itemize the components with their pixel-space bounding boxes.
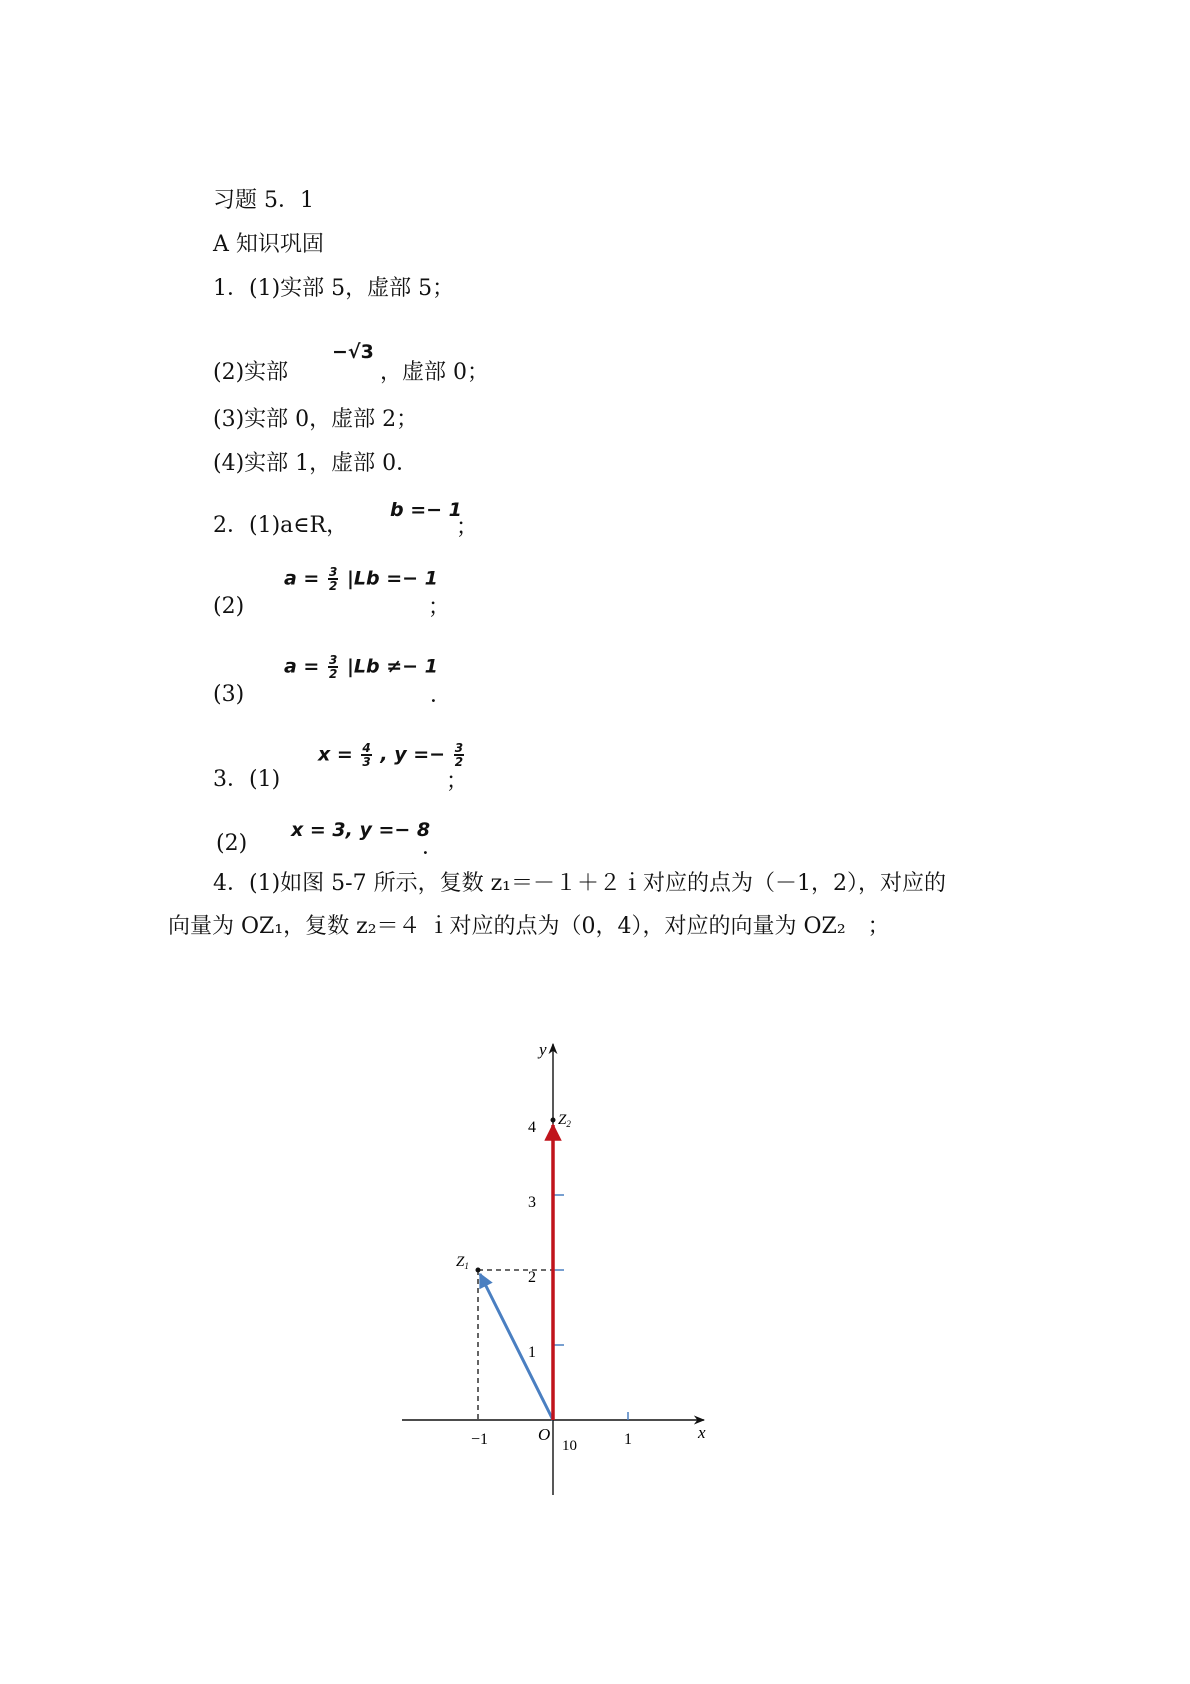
q2-part2-end: ； xyxy=(428,595,451,620)
vector-oz1 xyxy=(480,1274,553,1420)
q4-line1: 4．(1)如图 5-7 所示，复数 z₁＝－１＋２ｉ对应的点为（－1，2），对应的 xyxy=(213,871,946,896)
y-tick-label-4: 4 xyxy=(528,1119,536,1136)
y-tick-label-3: 3 xyxy=(528,1194,536,1211)
q1-part3: (3)实部 0，虚部 2； xyxy=(213,407,419,432)
q1-part1: 1．(1)实部 5，虚部 5； xyxy=(213,276,455,301)
q2-part3-a: a = xyxy=(284,655,320,678)
tick-marks xyxy=(553,1195,628,1420)
q1-part2-math: −√3 xyxy=(332,341,374,363)
q1-part4: (4)实部 1，虚部 0． xyxy=(213,451,419,476)
x-tick-label-1: 1 xyxy=(624,1431,632,1448)
q2-part2-rest: |Lb =− 1 xyxy=(346,567,438,590)
q2-part2-a: a = xyxy=(284,567,320,590)
q3-part1-x-num: 4 xyxy=(362,741,371,755)
exercise-title: 习题 5．1 xyxy=(213,188,314,213)
q2-part3-frac-num: 3 xyxy=(328,653,338,667)
z1-label: $Z_1$ xyxy=(456,1254,469,1271)
q2-part1-end: ； xyxy=(456,515,479,540)
point-z1 xyxy=(476,1268,481,1273)
q3-part2-math: x = 3, y =− 8 xyxy=(291,819,431,841)
q2-part2-frac-den: 2 xyxy=(328,579,338,593)
x-axis-label: x xyxy=(698,1423,706,1442)
q3-part2-label: (2) xyxy=(216,831,248,856)
q2-part3-frac-den: 2 xyxy=(328,667,338,681)
section-heading: A 知识巩固 xyxy=(213,232,324,257)
z2-label: $Z_2$ xyxy=(558,1112,571,1129)
q2-part2-label: (2) xyxy=(213,594,245,619)
q3-part1-y: , y =− xyxy=(380,743,446,766)
q2-part2-frac-num: 3 xyxy=(328,565,338,579)
page-number: 10 xyxy=(562,1438,577,1454)
q2-part3-label: (3) xyxy=(213,682,245,707)
q2-part3-end: ． xyxy=(430,683,453,708)
q1-part2-suffix: ，虚部 0； xyxy=(380,360,489,385)
q4-line2: 向量为 OZ₁，复数 z₂＝４ ｉ对应的点为（0，4），对应的向量为 OZ₂ ； xyxy=(168,914,890,939)
point-z2 xyxy=(551,1118,556,1123)
q2-part1-prefix: 2．(1)a∈R， xyxy=(213,513,349,538)
q2-part3-rest: |Lb ≠− 1 xyxy=(346,655,438,678)
q3-part1-x: x = xyxy=(318,743,353,766)
q3-part1-y-num: 3 xyxy=(454,741,464,755)
q3-part1-x-den: 3 xyxy=(362,755,371,769)
q2-part1-math: b =− 1 xyxy=(390,499,462,521)
q1-part2-prefix: (2)实部 xyxy=(213,360,289,385)
y-tick-label-1: 1 xyxy=(528,1344,536,1361)
y-tick-label-2: 2 xyxy=(528,1269,536,1286)
q3-part1-end: ； xyxy=(446,769,469,794)
origin-label: O xyxy=(538,1425,551,1444)
y-axis-label: y xyxy=(539,1040,547,1059)
x-tick-label-neg1: −1 xyxy=(471,1431,489,1448)
q3-part1-label: 3．(1) xyxy=(213,767,281,792)
q3-part2-end: ． xyxy=(422,835,445,860)
q3-part1-y-den: 2 xyxy=(454,755,464,769)
